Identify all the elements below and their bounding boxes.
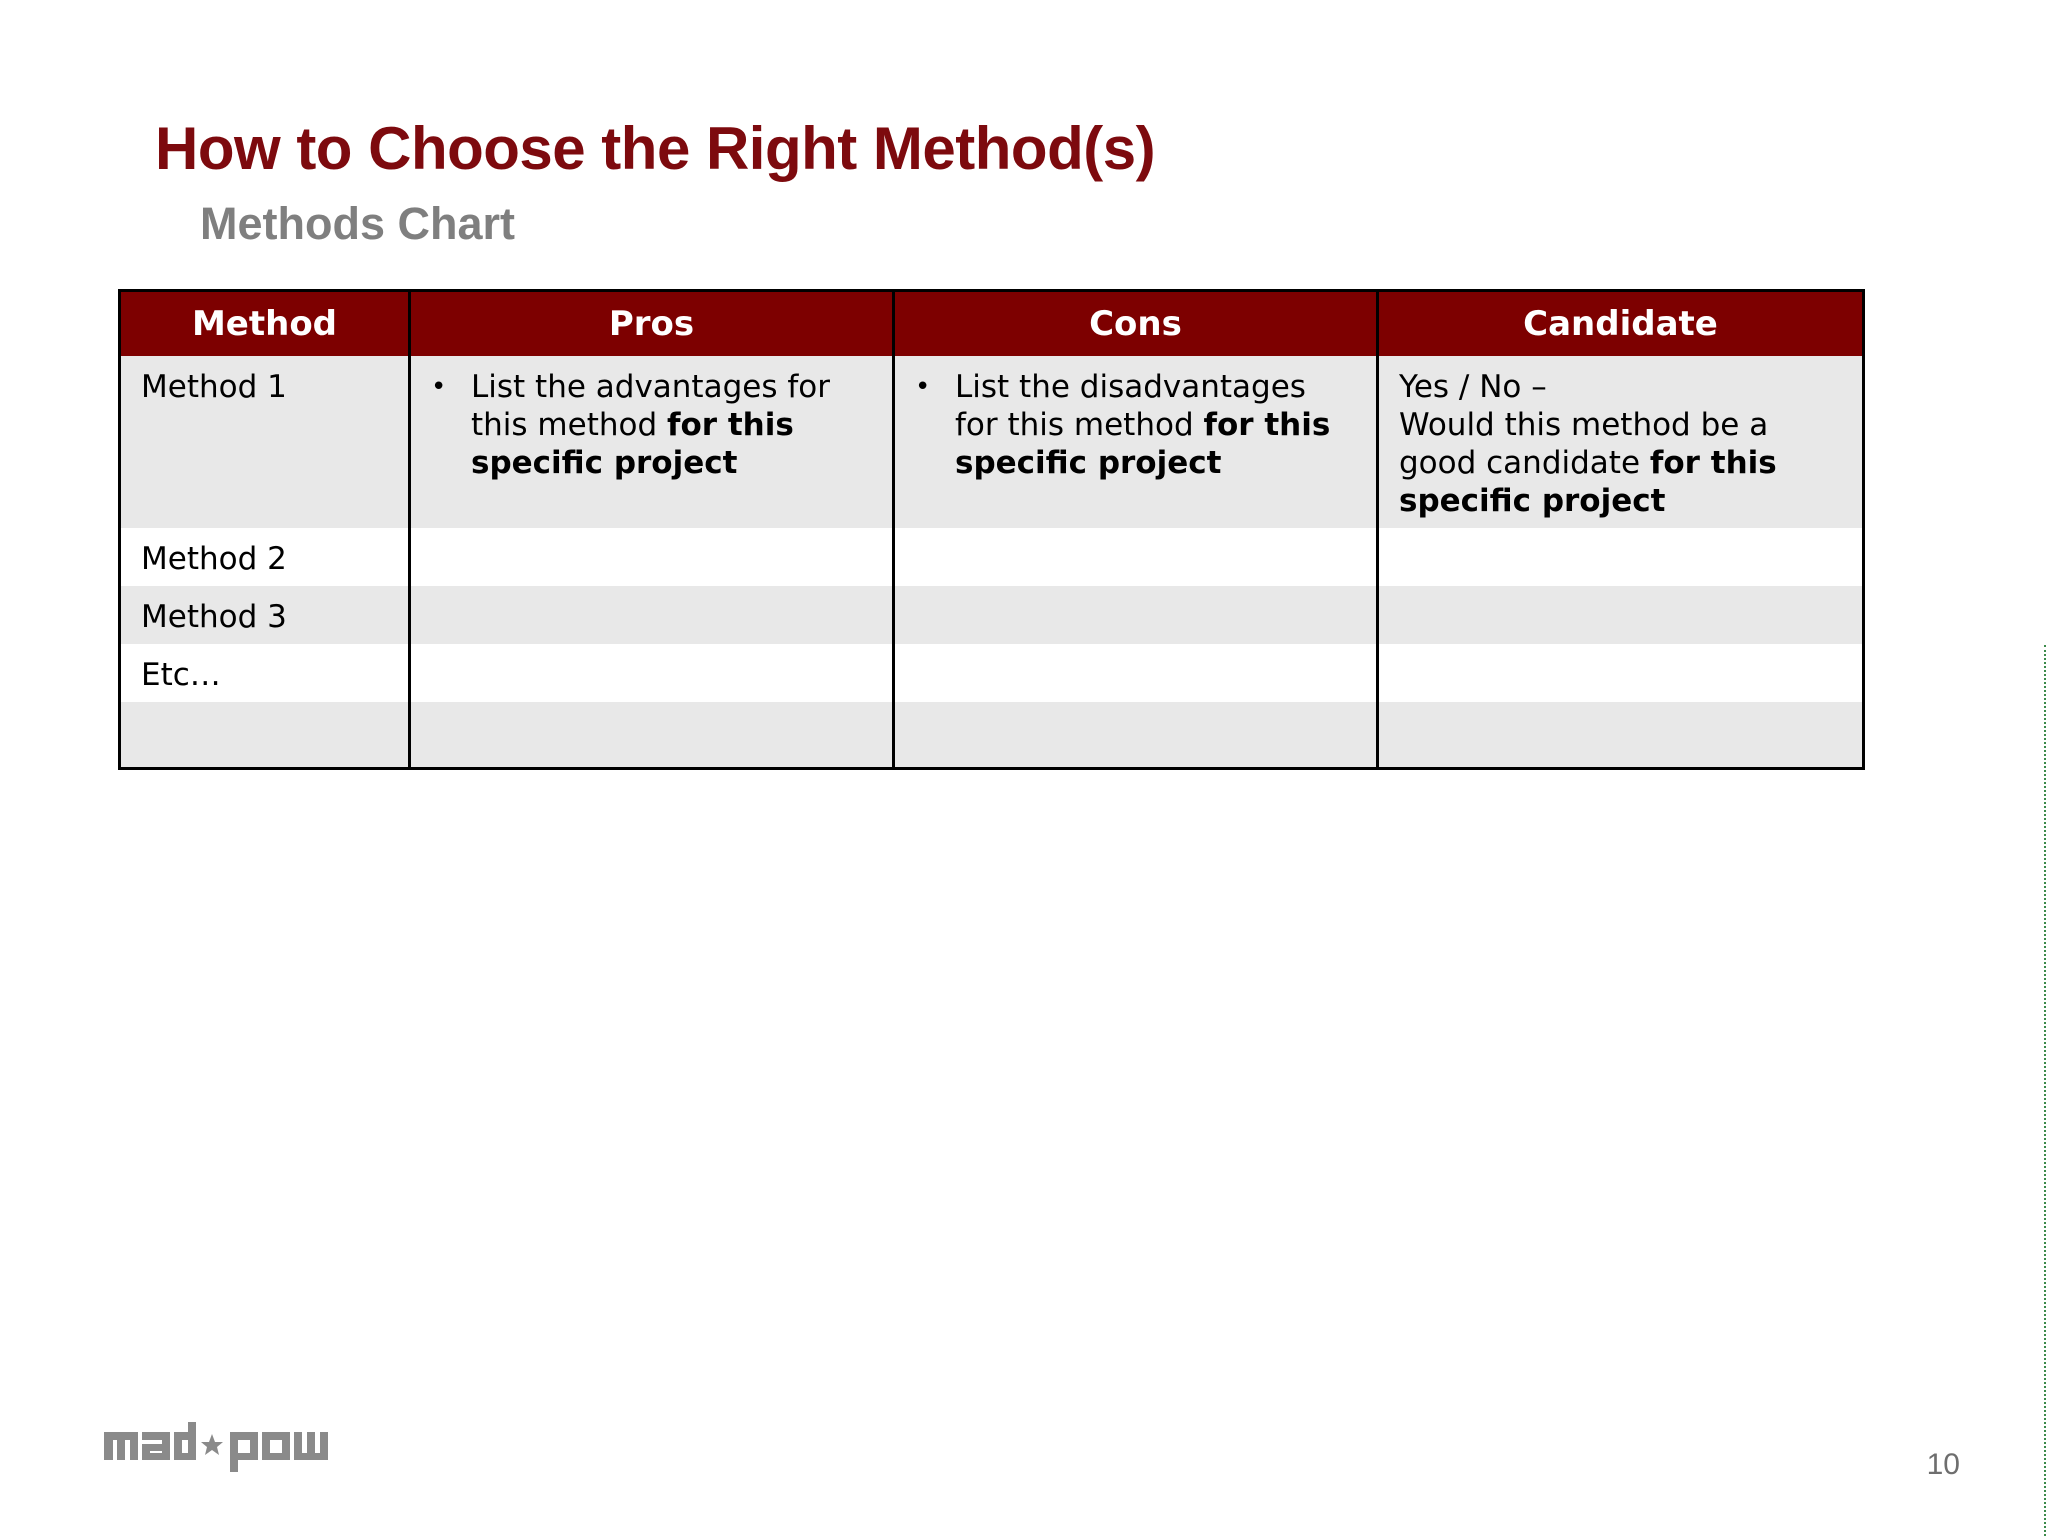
bullet-icon: • — [915, 372, 931, 402]
cons-cell — [894, 702, 1378, 769]
edge-guide-line — [2044, 645, 2046, 1536]
table-header-row — [120, 291, 1864, 357]
pros-cell — [410, 702, 894, 769]
table-row — [120, 356, 1864, 528]
page-number: 10 — [1926, 1448, 1960, 1481]
cons-cell — [894, 586, 1378, 644]
cons-text — [955, 368, 1356, 482]
table-row — [120, 702, 1864, 769]
method-cell — [120, 702, 410, 769]
cons-cell — [894, 528, 1378, 586]
cons-plain-text: List the disadvantages for this method — [955, 369, 1306, 443]
cons-cell — [894, 644, 1378, 702]
candidate-plain-text: Would this method be a good candidate — [1399, 407, 1769, 481]
candidate-cell — [1378, 702, 1864, 769]
candidate-text — [1399, 406, 1842, 520]
cons-cell — [894, 356, 1378, 528]
methods-table — [118, 289, 1865, 770]
star-icon — [201, 1434, 223, 1455]
header-candidate: Candidate — [1378, 291, 1864, 357]
slide-subtitle: Methods Chart — [200, 198, 515, 249]
candidate-bold-text: for this specific project — [1399, 445, 1777, 519]
header-cons: Cons — [894, 291, 1378, 357]
pros-plain-text: List the advantages for this method — [471, 369, 830, 443]
method-cell: Method 2 — [120, 528, 410, 586]
header-method: Method — [120, 291, 410, 357]
pros-cell — [410, 586, 894, 644]
candidate-cell — [1378, 356, 1864, 528]
method-cell: Method 3 — [120, 586, 410, 644]
candidate-line1: Yes / No – — [1399, 369, 1547, 405]
pros-cell — [410, 356, 894, 528]
header-pros: Pros — [410, 291, 894, 357]
method-cell: Etc… — [120, 644, 410, 702]
pros-cell — [410, 644, 894, 702]
candidate-cell — [1378, 644, 1864, 702]
candidate-cell — [1378, 586, 1864, 644]
logo-graphic — [102, 1420, 362, 1476]
table-row — [120, 586, 1864, 644]
slide-title: How to Choose the Right Method(s) — [155, 115, 1156, 182]
table-row — [120, 528, 1864, 586]
method-cell: Method 1 — [120, 356, 410, 528]
candidate-cell — [1378, 528, 1864, 586]
pros-cell — [410, 528, 894, 586]
cons-bold-text: for this specific project — [955, 407, 1331, 481]
bullet-icon: • — [431, 372, 447, 402]
table-row — [120, 644, 1864, 702]
mad-pow-logo — [102, 1420, 362, 1481]
pros-text — [471, 368, 872, 482]
pros-bold-text: for this specific project — [471, 407, 794, 481]
